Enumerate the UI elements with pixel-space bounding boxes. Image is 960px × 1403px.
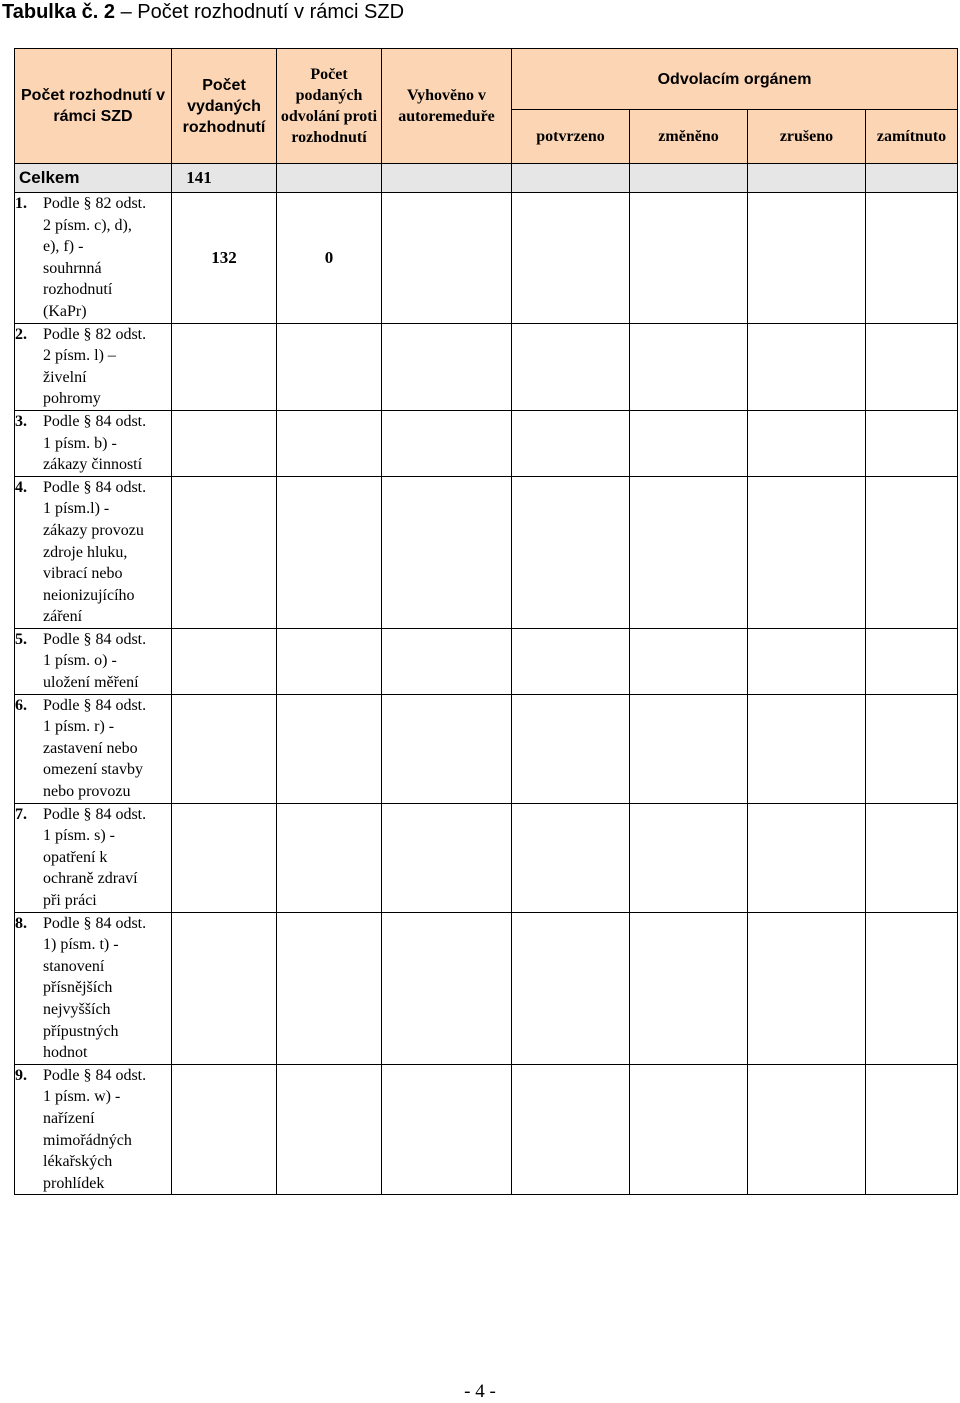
row-number: 8. [15,914,27,932]
table-row [15,1064,958,1195]
row-appeals-count: 0 [277,193,382,324]
table-row [15,476,958,628]
header-appellate-body: Odvolacím orgánem [512,49,958,110]
empty-cell [630,410,748,476]
row-text-line: mimořádných [43,1131,132,1149]
row-first-line: Podle § 84 odst. [43,630,147,648]
table-row [15,410,958,476]
empty-cell [866,476,958,628]
empty-cell [748,323,866,410]
empty-cell [748,694,866,803]
row-text-line: nařízení [43,1109,95,1127]
row-issued-count [172,694,277,803]
row-text-line: prohlídek [43,1174,105,1192]
empty-cell [512,323,630,410]
header-confirmed: potvrzeno [512,110,630,164]
row-text-line: (KaPr) [43,302,87,320]
row-label [15,912,172,1064]
table-row [15,912,958,1064]
row-text-line: ochraně zdraví [43,870,138,888]
row-text-line: záření [43,608,83,626]
row-first-line: Podle § 84 odst. [43,478,147,496]
row-text-line: uložení měření [43,674,139,692]
empty-cell [382,1064,512,1195]
row-text-line: vibrací nebo [43,565,123,583]
row-first-line: Podle § 84 odst. [43,914,147,932]
empty-cell [512,912,630,1064]
row-appeals-count [277,323,382,410]
row-number: 9. [15,1066,27,1084]
row-text-line: 1 písm. r) - [43,718,115,736]
header-appeals-filed: Počet podaných odvolání proti rozhodnutí [277,49,382,164]
header-cancelled: zrušeno [748,110,866,164]
row-issued-count: 132 [172,193,277,324]
row-text-line: nebo provozu [43,783,131,801]
empty-cell [630,1064,748,1195]
total-issued: 141 [172,164,277,193]
row-number: 3. [15,412,27,430]
table-row [15,803,958,912]
empty-cell [382,323,512,410]
row-label [15,803,172,912]
empty-cell [512,410,630,476]
empty-cell [630,193,748,324]
row-text-line: 1 písm. o) - [43,652,117,670]
row-appeals-count [277,803,382,912]
row-text-line: omezení stavby [43,761,143,779]
row-number: 2. [15,325,27,343]
row-text-line: zastavení nebo [43,739,138,757]
row-text-line: stanovení [43,957,105,975]
row-text-line: 1 písm. b) - [43,434,117,452]
row-text-line: zdroje hluku, [43,543,128,561]
header-autoremedy: Vyhověno v autoremeduře [382,49,512,164]
empty-cell [382,694,512,803]
table-row [15,323,958,410]
row-appeals-count [277,410,382,476]
empty-cell [382,803,512,912]
empty-cell [748,912,866,1064]
empty-cell [630,694,748,803]
row-text-line: 1 písm. s) - [43,827,115,845]
total-row [15,164,958,193]
empty-cell [382,912,512,1064]
caption-text: – Počet rozhodnutí v rámci SZD [115,1,405,23]
row-appeals-count [277,1064,382,1195]
row-issued-count [172,1064,277,1195]
row-text-line: živelní [43,368,87,386]
row-text-line: e), f) - [43,238,84,256]
empty-cell [382,410,512,476]
row-text-line: neionizujícího [43,586,135,604]
row-number: 6. [15,696,27,714]
row-first-line: Podle § 84 odst. [43,696,147,714]
row-appeals-count [277,476,382,628]
row-first-line: Podle § 84 odst. [43,805,147,823]
row-text-line: zákazy činností [43,456,143,474]
empty-cell [512,694,630,803]
row-first-line: Podle § 84 odst. [43,1066,147,1084]
row-first-line: Podle § 82 odst. [43,195,147,212]
row-appeals-count [277,628,382,694]
header-issued-decisions: Počet vydaných rozhodnutí [172,49,277,164]
row-text-line: 1) písm. t) - [43,936,119,954]
row-text-line: opatření k [43,848,108,866]
empty-cell [866,628,958,694]
empty-cell [866,912,958,1064]
empty-cell [866,803,958,912]
header-rejected: zamítnuto [866,110,958,164]
empty-cell [382,193,512,324]
table-row [15,694,958,803]
empty-cell [512,193,630,324]
row-issued-count [172,912,277,1064]
row-appeals-count [277,694,382,803]
empty-cell [866,694,958,803]
row-label [15,1064,172,1195]
row-issued-count [172,628,277,694]
header-changed: změněno [630,110,748,164]
row-first-line: Podle § 84 odst. [43,412,147,430]
empty-cell [630,803,748,912]
row-issued-count [172,410,277,476]
row-text-line: 1 písm.l) - [43,500,110,518]
empty-cell [866,323,958,410]
row-first-line: Podle § 82 odst. [43,325,147,343]
empty-cell [512,1064,630,1195]
empty-cell [866,410,958,476]
table-row [15,628,958,694]
row-label [15,628,172,694]
page-number: - 4 - [464,1381,496,1402]
empty-cell [866,193,958,324]
header-decisions-szd: Počet rozhodnutí v rámci SZD [15,49,172,164]
decisions-table [14,48,958,1195]
row-text-line: 2 písm. c), d), [43,216,132,234]
row-text-line: pohromy [43,390,101,408]
row-text-line: přípustných [43,1022,119,1040]
row-text-line: nejvyšších [43,1000,111,1018]
row-label [15,323,172,410]
row-text-line: 1 písm. w) - [43,1088,121,1106]
row-issued-count [172,323,277,410]
empty-cell [630,323,748,410]
empty-cell [512,803,630,912]
row-number: 5. [15,630,27,648]
row-label [15,410,172,476]
row-text-line: souhrnná [43,259,102,277]
empty-cell [382,476,512,628]
caption-label: Tabulka č. 2 [2,1,116,23]
row-text-line: 2 písm. l) – [43,347,116,365]
empty-cell [630,476,748,628]
row-text-line: lékařských [43,1153,113,1171]
row-text-line: přísnějších [43,979,113,997]
empty-cell [512,628,630,694]
table-caption [2,0,404,24]
empty-cell [630,912,748,1064]
row-number: 7. [15,805,27,823]
row-label [15,694,172,803]
empty-cell [748,410,866,476]
row-text-line: při práci [43,892,97,909]
empty-cell [748,476,866,628]
row-issued-count [172,803,277,912]
row-number: 4. [15,478,27,496]
row-number: 1. [15,195,27,212]
empty-cell [630,628,748,694]
row-text-line: rozhodnutí [43,281,113,299]
row-appeals-count [277,912,382,1064]
row-issued-count [172,476,277,628]
empty-cell [748,628,866,694]
empty-cell [748,803,866,912]
empty-cell [382,628,512,694]
table-row [15,193,958,324]
row-label [15,476,172,628]
row-label [15,193,172,324]
row-text-line: hodnot [43,1044,88,1062]
empty-cell [512,476,630,628]
total-label: Celkem [15,164,172,193]
empty-cell [866,1064,958,1195]
row-text-line: zákazy provozu [43,521,144,539]
empty-cell [748,1064,866,1195]
empty-cell [748,193,866,324]
